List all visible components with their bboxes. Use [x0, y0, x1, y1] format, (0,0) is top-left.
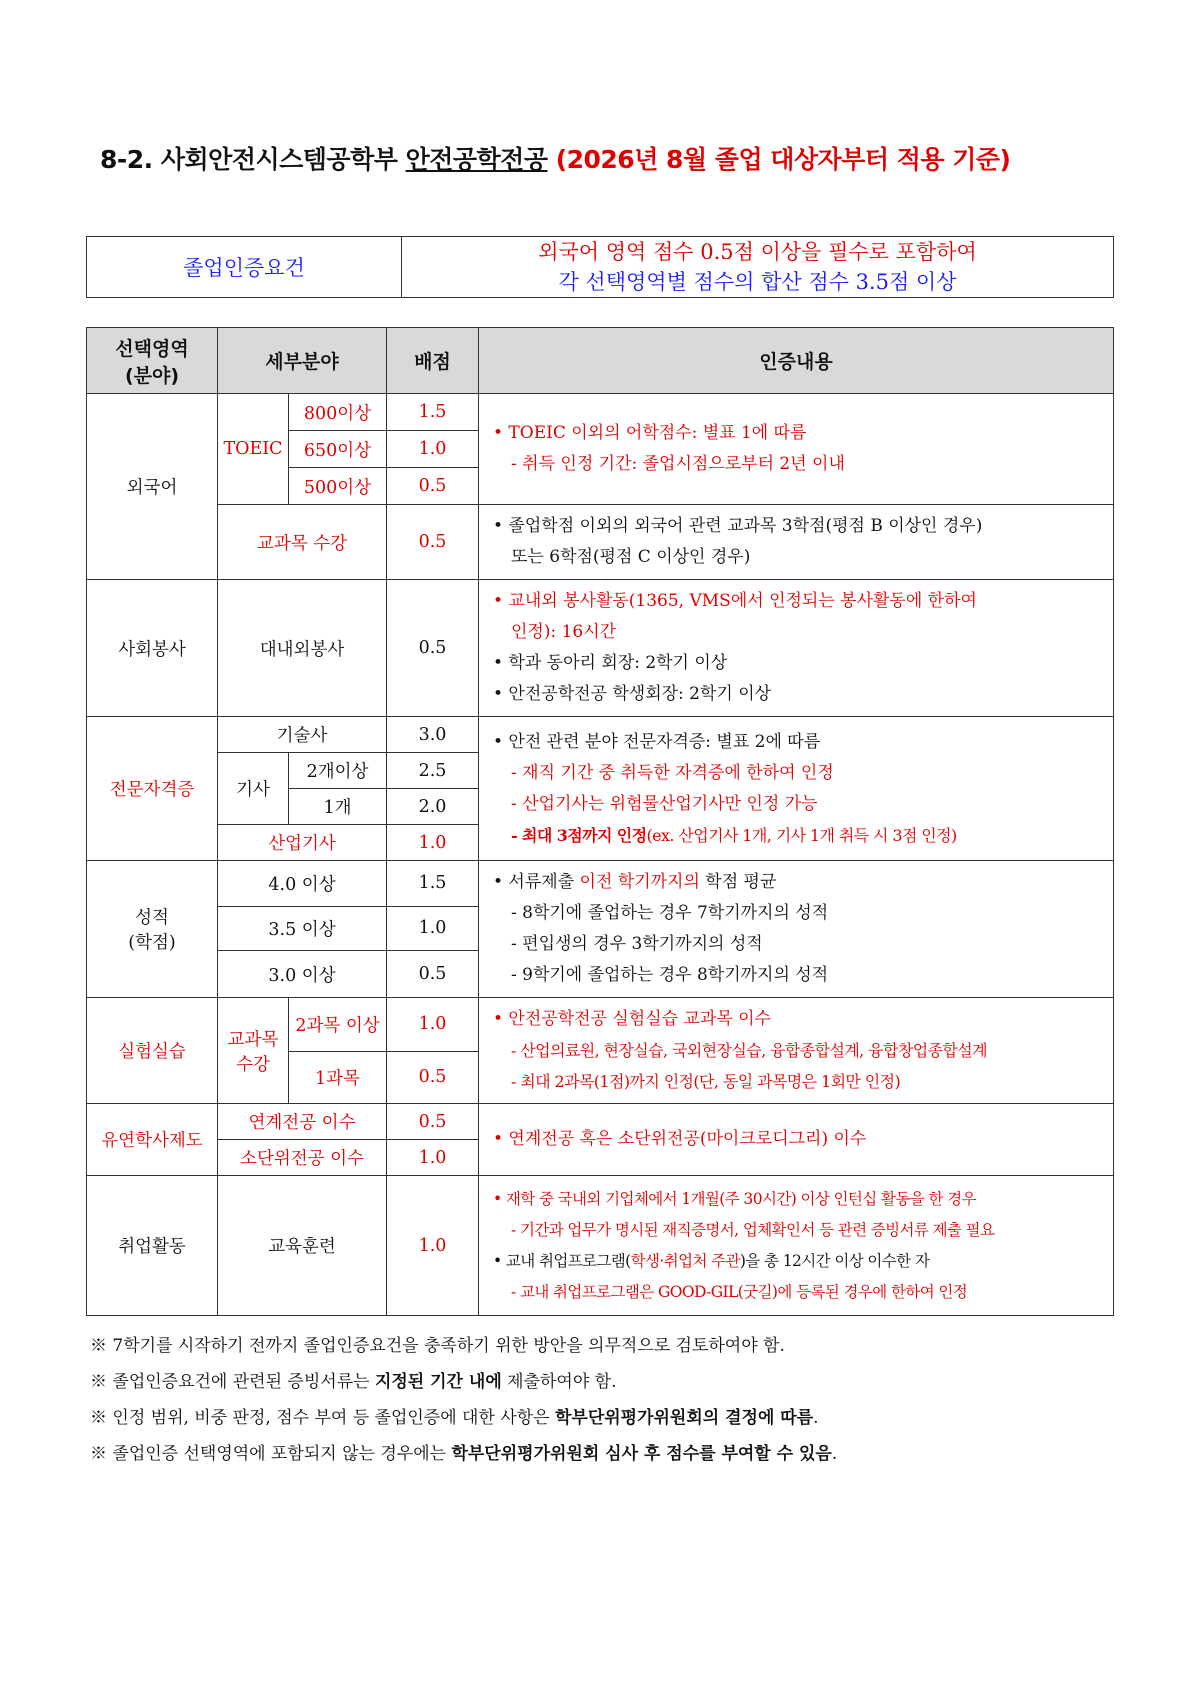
header-detail: 세부분야 [218, 328, 387, 394]
page-title [100, 140, 1010, 176]
requirement-line2a: 각 선택영역별 점수의 [558, 270, 762, 294]
requirement-text [402, 237, 1114, 298]
table-row [87, 717, 1114, 753]
title-suffix: (2026년 8월 졸업 대상자부터 적용 기준) [547, 145, 1011, 174]
header-row [87, 328, 1114, 394]
toeic-points: 0.5 [387, 468, 479, 505]
cert-points: 2.5 [387, 753, 479, 789]
area-lab: 실험실습 [87, 998, 218, 1104]
lab-level: 1과목 [289, 1051, 387, 1104]
header-points: 배점 [387, 328, 479, 394]
header-content: 인증내용 [479, 328, 1114, 394]
lab-points: 0.5 [387, 1051, 479, 1104]
area-job: 취업활동 [87, 1176, 218, 1316]
lab-level: 2과목 이상 [289, 998, 387, 1052]
certification-table [86, 327, 1114, 1316]
requirement-line2b: 합산 점수 3.5점 이상 [761, 270, 957, 294]
cert-level: 기술사 [218, 717, 387, 753]
area-flex: 유연학사제도 [87, 1104, 218, 1176]
flex-level: 소단위전공 이수 [218, 1140, 387, 1176]
service-detail: 대내외봉사 [218, 580, 387, 717]
requirement-line1: 외국어 영역 점수 0.5점 이상을 필수로 포함하여 [538, 240, 977, 264]
job-points: 1.0 [387, 1176, 479, 1316]
toeic-points: 1.5 [387, 394, 479, 431]
service-content: • 교내외 봉사활동(1365, VMS에서 인정되는 봉사활동에 한하여 인정): 16시간 • 학과 동아리 회장: 2학기 이상 • 안전공학전공 학생회장: 2학기 이상 [479, 580, 1114, 717]
area-grade: 성적 (학점) [87, 861, 218, 998]
grade-points: 1.5 [387, 861, 479, 907]
area-service: 사회봉사 [87, 580, 218, 717]
requirement-label: 졸업인증요건 [87, 237, 402, 298]
toeic-level: 800이상 [289, 394, 387, 431]
flex-points: 0.5 [387, 1104, 479, 1140]
flex-level: 연계전공 이수 [218, 1104, 387, 1140]
toeic-points: 1.0 [387, 431, 479, 468]
course-points: 0.5 [387, 505, 479, 580]
table-row [87, 998, 1114, 1052]
table-row [87, 505, 1114, 580]
grade-content: • 서류제출 이전 학기까지의 학점 평균 - 8학기에 졸업하는 경우 7학기까지의 성적 - 편입생의 경우 3학기까지의 성적 - 9학기에 졸업하는 경우 8학기까지의 성적 [479, 861, 1114, 998]
job-content: • 재학 중 국내외 기업체에서 1개월(주 30시간) 이상 인턴십 활동을 한 경우 - 기간과 업무가 명시된 재직증명서, 업체확인서 등 관련 증빙서류 제출 필요 • 교내 취업프로그램(학생·취업처 주관)을 총 12시간 이상 이수한 자 - 교내 취업프로그램은 GOOD-GIL(굿길)에 등록된 경우에 한하여 인정 [479, 1176, 1114, 1316]
header-area: 선택영역 (분야) [87, 328, 218, 394]
course-label: 교과목 수강 [218, 505, 387, 580]
grade-points: 0.5 [387, 951, 479, 998]
note-2: ※ 졸업인증요건에 관련된 증빙서류는 지정된 기간 내에 제출하여야 함. [90, 1372, 617, 1392]
grade-level: 3.5 이상 [218, 906, 387, 951]
service-points: 0.5 [387, 580, 479, 717]
table-row [87, 580, 1114, 717]
lab-points: 1.0 [387, 998, 479, 1052]
table-row [87, 1104, 1114, 1140]
grade-level: 3.0 이상 [218, 951, 387, 998]
toeic-level: 650이상 [289, 431, 387, 468]
note-4: ※ 졸업인증 선택영역에 포함되지 않는 경우에는 학부단위평가위원회 심사 후 점수를 부여할 수 있음. [90, 1444, 838, 1464]
title-prefix: 8-2. 사회안전시스템공학부 [100, 145, 406, 174]
flex-points: 1.0 [387, 1140, 479, 1176]
title-major: 안전공학전공 [405, 145, 548, 174]
lab-content: • 안전공학전공 실험실습 교과목 이수 - 산업의료원, 현장실습, 국외현장실습, 융합종합설계, 융합창업종합설계 - 최대 2과목(1점)까지 인정(단, 동일 과목명은 1회만 인정) [479, 998, 1114, 1104]
note-1: ※ 7학기를 시작하기 전까지 졸업인증요건을 충족하기 위한 방안을 의무적으로 검토하여야 함. [90, 1336, 785, 1356]
note-3: ※ 인정 범위, 비중 판정, 점수 부여 등 졸업인증에 대한 사항은 학부단위평가위원회의 결정에 따름. [90, 1408, 819, 1428]
grade-level: 4.0 이상 [218, 861, 387, 907]
cert-content: • 안전 관련 분야 전문자격증: 별표 2에 따름 - 재직 기간 중 취득한 자격증에 한하여 인정 - 산업기사는 위험물산업기사만 인정 가능 - 최대 3점까지 인정(ex. 산업기사 1개, 기사 1개 취득 시 3점 인정) [479, 717, 1114, 861]
cert-level: 2개이상 [289, 753, 387, 789]
notes [90, 1328, 837, 1472]
cert-level: 1개 [289, 789, 387, 825]
table-row [87, 861, 1114, 907]
foreign-content: • TOEIC 이외의 어학점수: 별표 1에 따름 - 취득 인정 기간: 졸업시점으로부터 2년 이내 [479, 394, 1114, 505]
area-cert: 전문자격증 [87, 717, 218, 861]
cert-points: 3.0 [387, 717, 479, 753]
cert-points: 1.0 [387, 825, 479, 861]
job-detail: 교육훈련 [218, 1176, 387, 1316]
cert-points: 2.0 [387, 789, 479, 825]
gisa-label: 기사 [218, 753, 289, 825]
flex-content: • 연계전공 혹은 소단위전공(마이크로디그리) 이수 [479, 1104, 1114, 1176]
table-row [87, 1176, 1114, 1316]
course-content: • 졸업학점 이외의 외국어 관련 교과목 3학점(평점 B 이상인 경우) 또는 6학점(평점 C 이상인 경우) [479, 505, 1114, 580]
area-foreign: 외국어 [87, 394, 218, 580]
cert-level: 산업기사 [218, 825, 387, 861]
requirement-table [86, 236, 1114, 298]
toeic-level: 500이상 [289, 468, 387, 505]
grade-points: 1.0 [387, 906, 479, 951]
toeic-label: TOEIC [218, 394, 289, 505]
lab-sub: 교과목 수강 [218, 998, 289, 1104]
table-row [87, 394, 1114, 431]
